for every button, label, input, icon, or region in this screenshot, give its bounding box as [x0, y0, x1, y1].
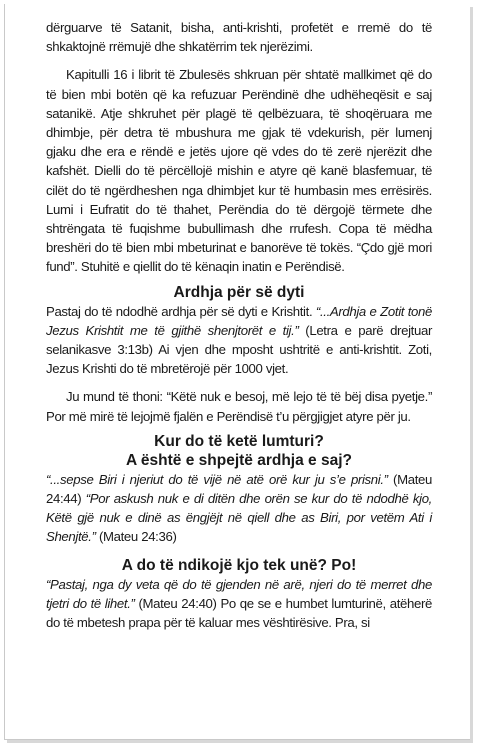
scripture-reference: (Mateu 24:36)	[95, 529, 177, 545]
text-segment: Pastaj do të ndodhë ardhja për së dyti e Krishtit.	[46, 303, 316, 319]
heading-is-it-soon: A është e shpejtë ardhja e saj?	[126, 451, 352, 469]
text-segment: (Mateu 24:40) Po qe se e humbet lumturinë, atëherë do të mbetesh prapa për të kaluar mes vështirësive. Pra, si	[46, 595, 432, 631]
heading-affects-me: A do të ndikojë kjo tek unë? Po!	[121, 556, 357, 574]
scripture-quote: “Pastaj, nga dy veta që do të gjenden në arë, njeri do të merret dhe tjetri do të lihet.”	[46, 576, 432, 611]
heading-when-happiness: Kur do të ketë lumturi?	[154, 432, 324, 450]
paragraph-questions: Ju mund të thoni: “Këtë nuk e besoj, më lejo të të bëj disa pyetje.” Por më mirë të lejojmë fjalën e Perëndisë t’u përgjigjet atyre për ju.	[46, 389, 432, 424]
paragraph-left-behind	[46, 575, 432, 633]
heading-second-coming: Ardhja për së dyti	[173, 283, 305, 301]
paragraph-revelation: Kapitulli 16 i librit të Zbulesës shkruan për shtatë mallkimet që do të bien mbi botën që ka refuzuar Perëndinë dhe udhëheqësit e saj satanikë. Atje shkruhet për plagë të qelbëzuara, të shoqëruara me dhimbje, për detra të mbushura me gjak të vdekurish, për lumenj gjaku dhe era e rëndë e jetës ujore që vdes do të zerë njerëzit dhe kafshët. Dielli do të përcëllojë mishin e atyre që kanë blasfemuar, të cilët do të ngërdheshen nga dhimbjet kur të humbasin mes errësirës. Lumi i Eufratit do të thahet, Perëndia do të dërgojë tërmete dhe shtrëngata të fuqishme bubullimash dhe rrufesh. Copa të mëdha breshëri do të bien mbi mbeturinat e banorëve të tokës. “Çdo gjë mori fund”. Stuhitë e qiellit do të kënaqin inatin e Perëndisë.	[46, 67, 432, 275]
document-body	[46, 18, 432, 632]
paragraph-second-coming	[46, 302, 432, 379]
scripture-quote: “Por askush nuk e di ditën dhe orën se kur do të ndodhë kjo, Këtë gjë nuk e dinë as ëngjëjt në qiell dhe as Biri, por vetëm Ati i Shenjtë.”	[46, 491, 432, 545]
text-segment: (Letra e parë drejtuar selanikasve 3:13b) Ai vjen dhe mposht ushtritë e anti-krishtit. Zoti, Jezus Krishti do të mbretërojë për 1000 vjet.	[46, 322, 432, 377]
scripture-quote: “...Ardhja e Zotit tonë Jezus Krishtit me të gjithë shenjtorët e tij.”	[46, 303, 432, 338]
scripture-reference: (Mateu 24:44)	[46, 471, 432, 507]
scripture-quote: “...sepse Biri i njeriut do të vijë në atë orë kur ju s’e prisni.”	[46, 471, 388, 487]
paragraph-matthew-quotes	[46, 470, 432, 547]
paragraph-intro: dërguarve të Satanit, bisha, anti-krishti, profetët e rremë do të shkaktojnë rrëmujë dhe shkatërrim tek njerëzimi.	[46, 20, 432, 55]
